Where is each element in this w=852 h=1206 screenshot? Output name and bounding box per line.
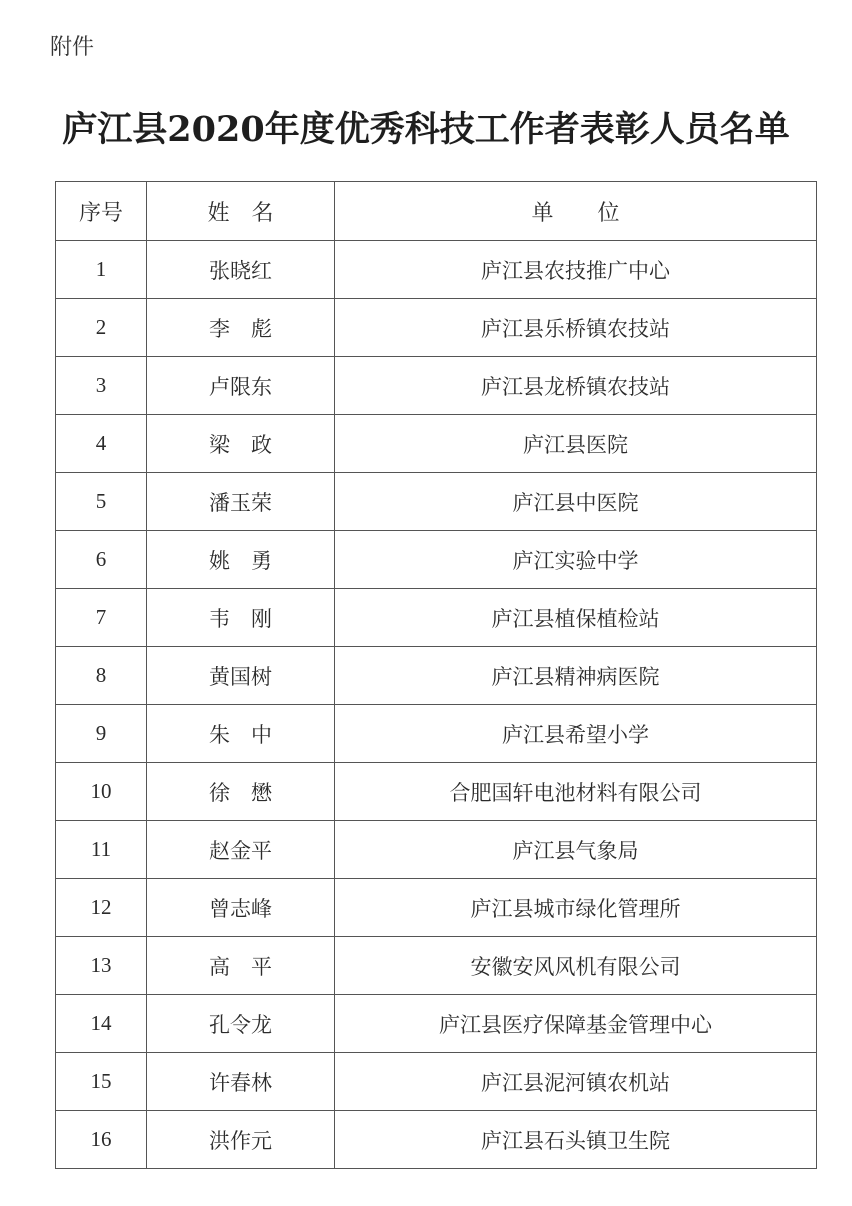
row-unit: 庐江县中医院 xyxy=(335,473,817,531)
row-unit: 庐江县泥河镇农机站 xyxy=(335,1053,817,1111)
table-row xyxy=(56,1111,817,1169)
row-name: 徐 懋 xyxy=(147,763,335,821)
header-row xyxy=(56,182,817,241)
table-row xyxy=(56,357,817,415)
table-row xyxy=(56,299,817,357)
row-unit: 庐江县农技推广中心 xyxy=(335,241,817,299)
attachment-label: 附件 xyxy=(50,35,95,60)
row-number: 4 xyxy=(56,415,147,473)
row-unit: 庐江县希望小学 xyxy=(335,705,817,763)
table-row xyxy=(56,589,817,647)
row-unit: 庐江县医院 xyxy=(335,415,817,473)
row-number: 8 xyxy=(56,647,147,705)
document-title: 庐江县2020年度优秀科技工作者表彰人员名单 xyxy=(62,109,790,150)
row-unit: 庐江县城市绿化管理所 xyxy=(335,879,817,937)
row-number: 3 xyxy=(56,357,147,415)
row-number: 6 xyxy=(56,531,147,589)
table-row xyxy=(56,995,817,1053)
header-unit: 单 位 xyxy=(335,182,817,241)
header-name: 姓 名 xyxy=(147,182,335,241)
header-serial-number: 序号 xyxy=(56,182,147,241)
row-unit: 庐江县乐桥镇农技站 xyxy=(335,299,817,357)
row-unit: 合肥国轩电池材料有限公司 xyxy=(335,763,817,821)
row-number: 11 xyxy=(56,821,147,879)
table-header xyxy=(56,182,817,241)
row-number: 10 xyxy=(56,763,147,821)
row-name: 黄国树 xyxy=(147,647,335,705)
table-row xyxy=(56,879,817,937)
row-name: 洪作元 xyxy=(147,1111,335,1169)
row-name: 张晓红 xyxy=(147,241,335,299)
row-name: 许春林 xyxy=(147,1053,335,1111)
row-name: 曾志峰 xyxy=(147,879,335,937)
table-row xyxy=(56,531,817,589)
row-unit: 庐江县精神病医院 xyxy=(335,647,817,705)
row-name: 韦 刚 xyxy=(147,589,335,647)
row-unit: 安徽安风风机有限公司 xyxy=(335,937,817,995)
row-name: 潘玉荣 xyxy=(147,473,335,531)
table-row xyxy=(56,705,817,763)
table-row xyxy=(56,241,817,299)
row-number: 15 xyxy=(56,1053,147,1111)
row-unit: 庐江县植保植检站 xyxy=(335,589,817,647)
row-number: 13 xyxy=(56,937,147,995)
row-number: 1 xyxy=(56,241,147,299)
table-row xyxy=(56,821,817,879)
row-name: 李 彪 xyxy=(147,299,335,357)
row-number: 7 xyxy=(56,589,147,647)
row-number: 9 xyxy=(56,705,147,763)
row-unit: 庐江县石头镇卫生院 xyxy=(335,1111,817,1169)
table-row xyxy=(56,473,817,531)
honoree-table xyxy=(55,181,817,1169)
table-row xyxy=(56,1053,817,1111)
row-name: 高 平 xyxy=(147,937,335,995)
row-unit: 庐江县龙桥镇农技站 xyxy=(335,357,817,415)
row-name: 卢限东 xyxy=(147,357,335,415)
row-number: 5 xyxy=(56,473,147,531)
row-number: 14 xyxy=(56,995,147,1053)
table-row xyxy=(56,415,817,473)
row-name: 姚 勇 xyxy=(147,531,335,589)
row-number: 2 xyxy=(56,299,147,357)
row-number: 12 xyxy=(56,879,147,937)
row-name: 孔令龙 xyxy=(147,995,335,1053)
row-name: 朱 中 xyxy=(147,705,335,763)
row-unit: 庐江县医疗保障基金管理中心 xyxy=(335,995,817,1053)
table-body xyxy=(56,241,817,1169)
table-row xyxy=(56,937,817,995)
row-name: 梁 政 xyxy=(147,415,335,473)
table-row xyxy=(56,647,817,705)
row-name: 赵金平 xyxy=(147,821,335,879)
row-unit: 庐江县气象局 xyxy=(335,821,817,879)
row-unit: 庐江实验中学 xyxy=(335,531,817,589)
table-row xyxy=(56,763,817,821)
row-number: 16 xyxy=(56,1111,147,1169)
